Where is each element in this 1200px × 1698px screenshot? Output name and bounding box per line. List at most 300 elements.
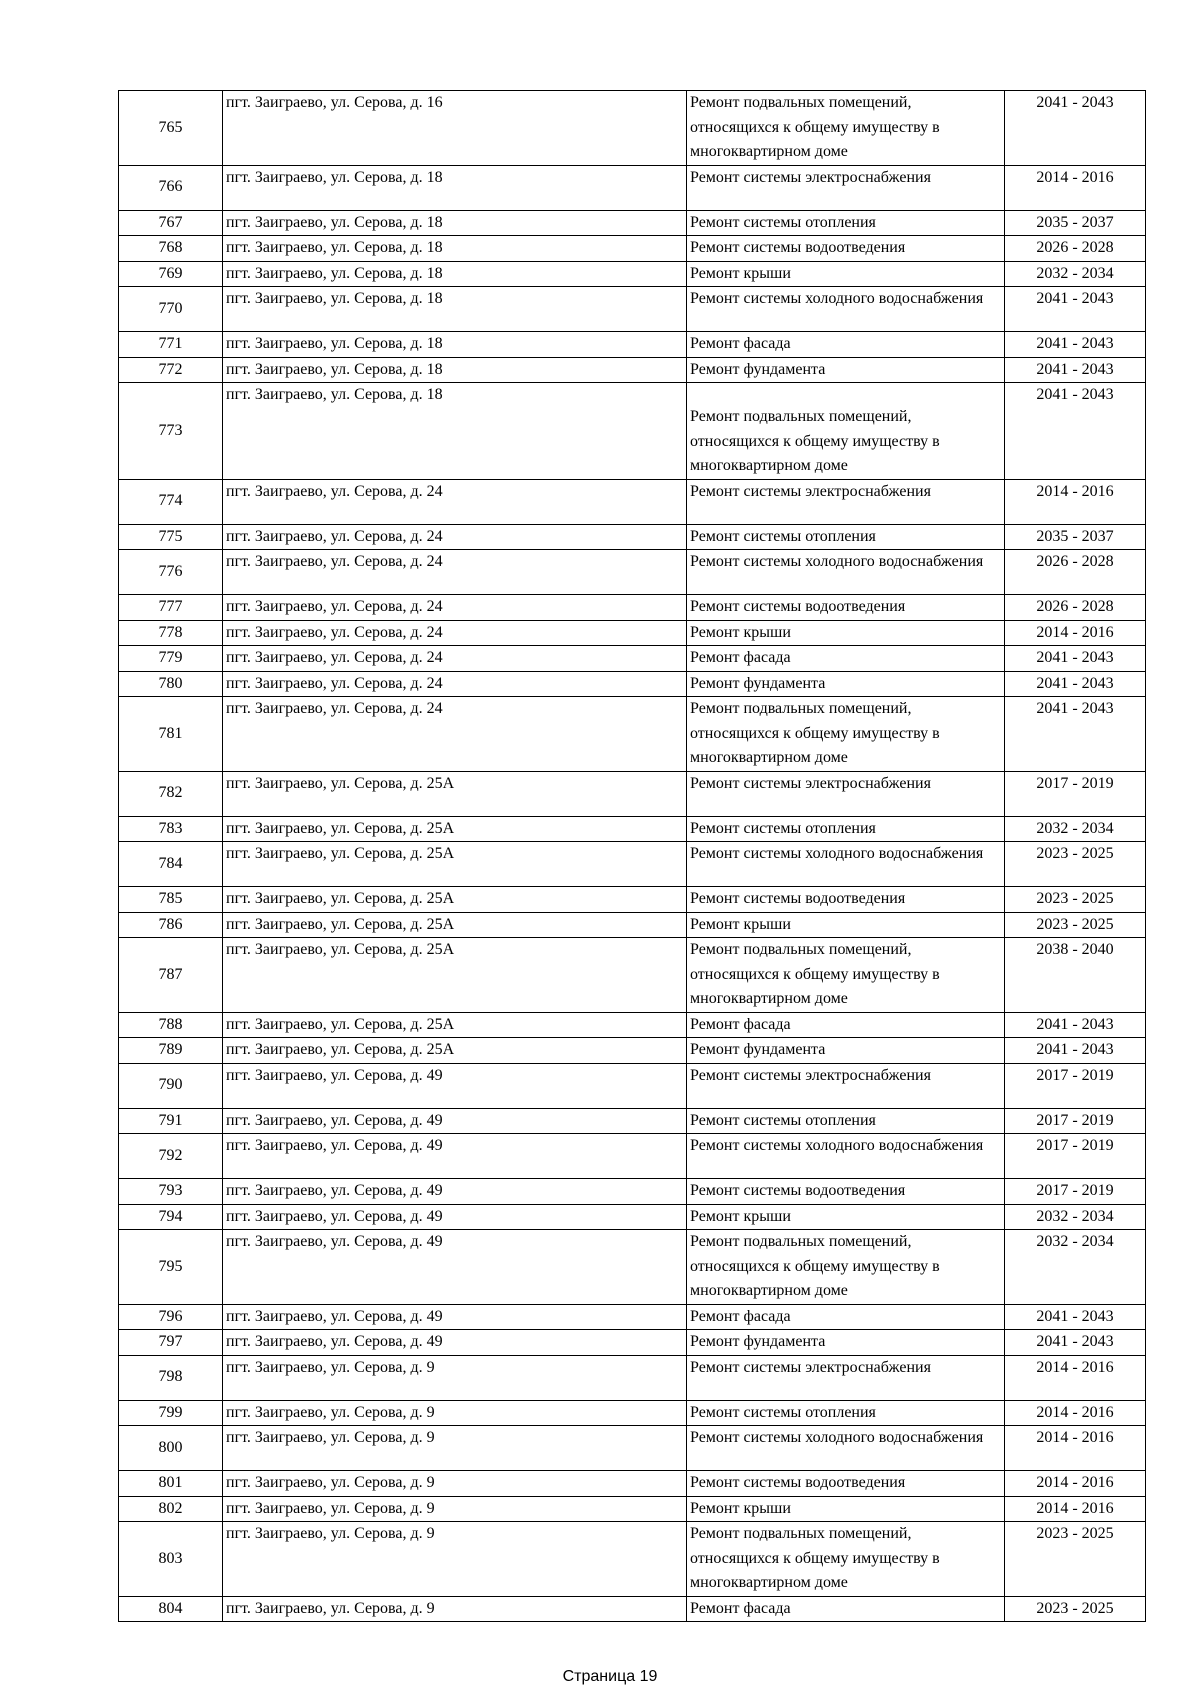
row-number	[119, 1471, 223, 1497]
address-cell-text: пгт. Заиграево, ул. Серова, д. 25А	[226, 1041, 455, 1058]
work-type-cell	[687, 479, 1005, 524]
work-type-cell	[687, 287, 1005, 332]
row-number	[119, 671, 223, 697]
address-cell-text: пгт. Заиграево, ул. Серова, д. 49	[226, 1207, 443, 1225]
address-cell	[223, 1330, 687, 1356]
period-cell	[1005, 771, 1146, 816]
work-type-cell-text: Ремонт фасада	[690, 335, 791, 352]
work-type-cell	[687, 912, 1005, 938]
period-cell-text: 2014 - 2016	[1036, 1474, 1114, 1491]
period-cell-text: 2041 - 2043	[1036, 1333, 1114, 1350]
table-row	[119, 771, 1146, 816]
period-cell	[1005, 842, 1146, 887]
row-number-text: 772	[158, 360, 183, 378]
table-row	[119, 1400, 1146, 1426]
work-type-cell-text: Ремонт подвальных помещений, относящихся к общему имуществу в многоквартирном доме	[690, 700, 940, 766]
period-cell	[1005, 1355, 1146, 1400]
table-row	[119, 236, 1146, 262]
work-type-cell-text: Ремонт крыши	[690, 623, 791, 641]
work-type-cell	[687, 1063, 1005, 1108]
address-cell-text: пгт. Заиграево, ул. Серова, д. 9	[226, 1525, 435, 1542]
address-cell-text: пгт. Заиграево, ул. Серова, д. 24	[226, 527, 443, 545]
work-type-cell	[687, 646, 1005, 672]
work-type-cell	[687, 1134, 1005, 1179]
address-cell-text: пгт. Заиграево, ул. Серова, д. 24	[226, 598, 443, 615]
row-number-text: 766	[158, 178, 183, 196]
row-number	[119, 1304, 223, 1330]
table-row	[119, 550, 1146, 595]
work-type-cell	[687, 1230, 1005, 1305]
period-cell	[1005, 1063, 1146, 1108]
table-row	[119, 287, 1146, 332]
period-cell	[1005, 620, 1146, 646]
period-cell	[1005, 332, 1146, 358]
work-type-cell-text: Ремонт системы электроснабжения	[690, 482, 931, 500]
period-cell-text: 2014 - 2016	[1036, 623, 1114, 641]
row-number	[119, 912, 223, 938]
address-cell	[223, 816, 687, 842]
period-cell	[1005, 1304, 1146, 1330]
address-cell-text: пгт. Заиграево, ул. Серова, д. 9	[226, 1403, 435, 1421]
period-cell	[1005, 1134, 1146, 1179]
period-cell	[1005, 1038, 1146, 1064]
table-row	[119, 938, 1146, 1013]
row-number-text: 794	[158, 1207, 183, 1225]
table-row	[119, 646, 1146, 672]
row-number	[119, 287, 223, 332]
period-cell	[1005, 210, 1146, 236]
address-cell	[223, 1038, 687, 1064]
work-type-cell-text: Ремонт системы электроснабжения	[690, 168, 931, 186]
row-number-text: 770	[158, 299, 183, 317]
work-type-cell-text: Ремонт подвальных помещений, относящихся к общему имуществу в многоквартирном доме	[690, 941, 940, 1007]
row-number-text: 790	[158, 1076, 183, 1094]
work-type-cell-text: Ремонт фасада	[690, 1015, 791, 1033]
row-number	[119, 1426, 223, 1471]
row-number-text: 795	[158, 1257, 183, 1275]
row-number	[119, 1134, 223, 1179]
address-cell-text: пгт. Заиграево, ул. Серова, д. 49	[226, 1182, 443, 1199]
address-cell-text: пгт. Заиграево, ул. Серова, д. 25А	[226, 819, 455, 837]
work-type-cell	[687, 524, 1005, 550]
row-number-text: 798	[158, 1368, 183, 1386]
address-cell-text: пгт. Заиграево, ул. Серова, д. 18	[226, 168, 443, 186]
period-cell-text: 2017 - 2019	[1036, 1066, 1114, 1084]
table-row	[119, 1179, 1146, 1205]
row-number	[119, 357, 223, 383]
row-number	[119, 771, 223, 816]
period-cell	[1005, 550, 1146, 595]
table-row	[119, 357, 1146, 383]
period-cell	[1005, 595, 1146, 621]
row-number-text: 774	[158, 492, 183, 510]
table-row	[119, 332, 1146, 358]
row-number	[119, 1330, 223, 1356]
work-type-cell-text: Ремонт крыши	[690, 915, 791, 933]
work-type-cell	[687, 91, 1005, 166]
period-cell-text: 2023 - 2025	[1036, 1525, 1114, 1542]
period-cell	[1005, 1522, 1146, 1597]
row-number	[119, 550, 223, 595]
row-number-text: 803	[158, 1549, 183, 1567]
row-number-text: 800	[158, 1438, 183, 1456]
address-cell	[223, 1204, 687, 1230]
address-cell	[223, 165, 687, 210]
address-cell-text: пгт. Заиграево, ул. Серова, д. 18	[226, 335, 443, 352]
address-cell	[223, 1230, 687, 1305]
address-cell	[223, 261, 687, 287]
table-row	[119, 524, 1146, 550]
table-row	[119, 595, 1146, 621]
period-cell	[1005, 1230, 1146, 1305]
address-cell-text: пгт. Заиграево, ул. Серова, д. 9	[226, 1358, 435, 1376]
row-number	[119, 332, 223, 358]
table-row	[119, 1304, 1146, 1330]
period-cell	[1005, 479, 1146, 524]
row-number	[119, 165, 223, 210]
row-number-text: 776	[158, 562, 183, 580]
period-cell	[1005, 1400, 1146, 1426]
address-cell	[223, 887, 687, 913]
address-cell-text: пгт. Заиграево, ул. Серова, д. 18	[226, 360, 443, 378]
row-number-text: 769	[158, 264, 183, 282]
address-cell-text: пгт. Заиграево, ул. Серова, д. 18	[226, 290, 443, 307]
table-row	[119, 1355, 1146, 1400]
work-type-cell	[687, 1108, 1005, 1134]
work-type-cell-text: Ремонт системы отопления	[690, 819, 876, 837]
address-cell	[223, 1471, 687, 1497]
period-cell	[1005, 697, 1146, 772]
period-cell-text: 2041 - 2043	[1036, 360, 1114, 378]
address-cell-text: пгт. Заиграево, ул. Серова, д. 24	[226, 482, 443, 500]
row-number	[119, 261, 223, 287]
row-number-text: 780	[158, 674, 183, 692]
period-cell	[1005, 1426, 1146, 1471]
row-number	[119, 1496, 223, 1522]
period-cell-text: 2038 - 2040	[1036, 941, 1114, 958]
table-row	[119, 887, 1146, 913]
work-type-cell	[687, 165, 1005, 210]
address-cell-text: пгт. Заиграево, ул. Серова, д. 25А	[226, 1015, 455, 1033]
period-cell	[1005, 912, 1146, 938]
row-number	[119, 210, 223, 236]
address-cell-text: пгт. Заиграево, ул. Серова, д. 25А	[226, 845, 455, 862]
period-cell-text: 2023 - 2025	[1036, 1599, 1114, 1617]
work-type-cell-text: Ремонт системы водоотведения	[690, 1182, 906, 1199]
table-row	[119, 1471, 1146, 1497]
work-type-cell	[687, 1596, 1005, 1622]
work-type-cell	[687, 938, 1005, 1013]
work-type-cell-text: Ремонт системы отопления	[690, 527, 876, 545]
row-number-text: 773	[158, 421, 183, 439]
period-cell-text: 2014 - 2016	[1036, 1358, 1114, 1376]
period-cell	[1005, 236, 1146, 262]
address-cell	[223, 620, 687, 646]
work-type-cell	[687, 236, 1005, 262]
row-number	[119, 1204, 223, 1230]
row-number	[119, 1230, 223, 1305]
row-number	[119, 1038, 223, 1064]
period-cell-text: 2017 - 2019	[1036, 1182, 1114, 1199]
address-cell-text: пгт. Заиграево, ул. Серова, д. 49	[226, 1333, 443, 1350]
address-cell	[223, 1012, 687, 1038]
work-type-cell-text: Ремонт системы отопления	[690, 1111, 876, 1129]
row-number	[119, 479, 223, 524]
period-cell	[1005, 165, 1146, 210]
address-cell	[223, 287, 687, 332]
table-row	[119, 1012, 1146, 1038]
row-number-text: 796	[158, 1307, 183, 1325]
table-row	[119, 912, 1146, 938]
period-cell-text: 2023 - 2025	[1036, 845, 1114, 862]
row-number	[119, 236, 223, 262]
work-type-cell-text: Ремонт фасада	[690, 1307, 791, 1325]
period-cell-text: 2014 - 2016	[1036, 1403, 1114, 1421]
period-cell-text: 2032 - 2034	[1036, 1233, 1114, 1250]
period-cell-text: 2023 - 2025	[1036, 890, 1114, 907]
row-number	[119, 383, 223, 480]
row-number-text: 804	[158, 1599, 183, 1617]
period-cell	[1005, 91, 1146, 166]
address-cell	[223, 1063, 687, 1108]
work-type-cell	[687, 816, 1005, 842]
address-cell-text: пгт. Заиграево, ул. Серова, д. 16	[226, 94, 443, 111]
work-type-cell	[687, 332, 1005, 358]
row-number-text: 784	[158, 854, 183, 872]
period-cell-text: 2026 - 2028	[1036, 239, 1114, 256]
table-row	[119, 1230, 1146, 1305]
period-cell-text: 2041 - 2043	[1036, 700, 1114, 717]
period-cell-text: 2026 - 2028	[1036, 553, 1114, 570]
row-number	[119, 842, 223, 887]
period-cell-text: 2026 - 2028	[1036, 598, 1114, 615]
address-cell	[223, 236, 687, 262]
work-type-cell-text: Ремонт фасада	[690, 1599, 791, 1617]
table-row	[119, 671, 1146, 697]
row-number-text: 781	[158, 724, 183, 742]
period-cell	[1005, 1496, 1146, 1522]
row-number-text: 799	[158, 1403, 183, 1421]
address-cell	[223, 938, 687, 1013]
address-cell	[223, 479, 687, 524]
period-cell-text: 2041 - 2043	[1036, 649, 1114, 666]
row-number	[119, 1596, 223, 1622]
address-cell-text: пгт. Заиграево, ул. Серова, д. 24	[226, 649, 443, 666]
period-cell	[1005, 938, 1146, 1013]
work-type-cell-text: Ремонт системы отопления	[690, 213, 876, 231]
table-row	[119, 1426, 1146, 1471]
work-type-cell	[687, 210, 1005, 236]
period-cell-text: 2041 - 2043	[1036, 1041, 1114, 1058]
work-type-cell-text: Ремонт фасада	[690, 649, 791, 666]
address-cell	[223, 1355, 687, 1400]
address-cell-text: пгт. Заиграево, ул. Серова, д. 49	[226, 1066, 443, 1084]
address-cell	[223, 383, 687, 480]
table-row	[119, 842, 1146, 887]
period-cell-text: 2041 - 2043	[1036, 1307, 1114, 1325]
address-cell-text: пгт. Заиграево, ул. Серова, д. 24	[226, 553, 443, 570]
period-cell-text: 2032 - 2034	[1036, 264, 1114, 282]
repair-schedule-body	[119, 91, 1146, 1622]
address-cell	[223, 1400, 687, 1426]
row-number	[119, 1108, 223, 1134]
address-cell-text: пгт. Заиграево, ул. Серова, д. 25А	[226, 915, 455, 933]
table-row	[119, 1522, 1146, 1597]
period-cell	[1005, 1179, 1146, 1205]
work-type-cell-text: Ремонт подвальных помещений, относящихся к общему имуществу в многоквартирном доме	[690, 1525, 940, 1591]
work-type-cell-text: Ремонт системы водоотведения	[690, 598, 906, 615]
table-row	[119, 1063, 1146, 1108]
row-number-text: 801	[158, 1474, 183, 1491]
work-type-cell	[687, 261, 1005, 287]
work-type-cell-text: Ремонт системы водоотведения	[690, 239, 906, 256]
period-cell-text: 2017 - 2019	[1036, 1111, 1114, 1129]
work-type-cell-text: Ремонт системы водоотведения	[690, 890, 906, 907]
repair-schedule-table	[118, 90, 1146, 1622]
period-cell-text: 2014 - 2016	[1036, 1499, 1114, 1517]
work-type-cell-text: Ремонт системы электроснабжения	[690, 1358, 931, 1376]
work-type-cell	[687, 887, 1005, 913]
table-row	[119, 210, 1146, 236]
period-cell-text: 2041 - 2043	[1036, 674, 1114, 692]
table-row	[119, 1330, 1146, 1356]
address-cell	[223, 912, 687, 938]
table-row	[119, 1038, 1146, 1064]
row-number	[119, 1355, 223, 1400]
address-cell-text: пгт. Заиграево, ул. Серова, д. 9	[226, 1474, 435, 1491]
row-number-text: 787	[158, 965, 183, 983]
work-type-cell-text: Ремонт фундамента	[690, 1333, 826, 1350]
work-type-cell-text: Ремонт системы холодного водоснабжения	[690, 845, 984, 862]
table-row	[119, 1134, 1146, 1179]
table-row	[119, 1496, 1146, 1522]
period-cell	[1005, 261, 1146, 287]
row-number-text: 782	[158, 784, 183, 802]
work-type-cell	[687, 671, 1005, 697]
row-number	[119, 887, 223, 913]
address-cell-text: пгт. Заиграево, ул. Серова, д. 9	[226, 1429, 435, 1446]
period-cell-text: 2032 - 2034	[1036, 1207, 1114, 1225]
work-type-cell	[687, 771, 1005, 816]
work-type-cell	[687, 1496, 1005, 1522]
row-number-text: 783	[158, 819, 183, 837]
period-cell	[1005, 1108, 1146, 1134]
address-cell	[223, 771, 687, 816]
row-number-text: 767	[158, 213, 183, 231]
table-row	[119, 816, 1146, 842]
address-cell	[223, 91, 687, 166]
work-type-cell-text: Ремонт системы холодного водоснабжения	[690, 290, 984, 307]
row-number	[119, 697, 223, 772]
address-cell-text: пгт. Заиграево, ул. Серова, д. 9	[226, 1499, 435, 1517]
address-cell	[223, 332, 687, 358]
table-row	[119, 261, 1146, 287]
address-cell-text: пгт. Заиграево, ул. Серова, д. 25А	[226, 774, 455, 792]
row-number	[119, 938, 223, 1013]
period-cell	[1005, 1012, 1146, 1038]
address-cell	[223, 357, 687, 383]
table-row	[119, 697, 1146, 772]
work-type-cell	[687, 697, 1005, 772]
row-number	[119, 1012, 223, 1038]
work-type-cell	[687, 1426, 1005, 1471]
table-row	[119, 91, 1146, 166]
period-cell-text: 2041 - 2043	[1036, 386, 1114, 403]
address-cell-text: пгт. Заиграево, ул. Серова, д. 18	[226, 213, 443, 231]
work-type-cell	[687, 1522, 1005, 1597]
address-cell	[223, 524, 687, 550]
row-number-text: 788	[158, 1015, 183, 1033]
address-cell	[223, 1304, 687, 1330]
address-cell	[223, 595, 687, 621]
period-cell-text: 2041 - 2043	[1036, 1015, 1114, 1033]
address-cell-text: пгт. Заиграево, ул. Серова, д. 25А	[226, 890, 455, 907]
row-number-text: 765	[158, 118, 183, 136]
work-type-cell-text: Ремонт системы водоотведения	[690, 1474, 906, 1491]
work-type-cell	[687, 1330, 1005, 1356]
work-type-cell-text: Ремонт подвальных помещений, относящихся к общему имуществу в многоквартирном доме	[690, 94, 940, 160]
work-type-cell	[687, 1304, 1005, 1330]
period-cell	[1005, 671, 1146, 697]
row-number-text: 777	[158, 598, 183, 615]
period-cell	[1005, 287, 1146, 332]
work-type-cell	[687, 595, 1005, 621]
address-cell	[223, 697, 687, 772]
address-cell	[223, 1134, 687, 1179]
address-cell	[223, 842, 687, 887]
address-cell	[223, 1179, 687, 1205]
work-type-cell-text: Ремонт системы электроснабжения	[690, 1066, 931, 1084]
work-type-cell	[687, 1038, 1005, 1064]
work-type-cell-text: Ремонт крыши	[690, 1499, 791, 1517]
row-number	[119, 1400, 223, 1426]
address-cell-text: пгт. Заиграево, ул. Серова, д. 24	[226, 623, 443, 641]
row-number-text: 778	[158, 623, 183, 641]
row-number-text: 779	[158, 649, 183, 666]
period-cell-text: 2017 - 2019	[1036, 774, 1114, 792]
address-cell-text: пгт. Заиграево, ул. Серова, д. 49	[226, 1307, 443, 1325]
address-cell-text: пгт. Заиграево, ул. Серова, д. 24	[226, 674, 443, 692]
work-type-cell-text: Ремонт подвальных помещений, относящихся к общему имуществу в многоквартирном доме	[690, 1233, 940, 1299]
work-type-cell-text: Ремонт фундамента	[690, 1041, 826, 1058]
work-type-cell	[687, 1471, 1005, 1497]
address-cell-text: пгт. Заиграево, ул. Серова, д. 25А	[226, 941, 455, 958]
work-type-cell	[687, 1012, 1005, 1038]
row-number-text: 791	[158, 1111, 183, 1129]
period-cell	[1005, 816, 1146, 842]
row-number-text: 793	[158, 1182, 183, 1199]
work-type-cell	[687, 1179, 1005, 1205]
work-type-cell-text: Ремонт крыши	[690, 1207, 791, 1225]
address-cell-text: пгт. Заиграево, ул. Серова, д. 18	[226, 264, 443, 282]
row-number-text: 789	[158, 1041, 183, 1058]
row-number-text: 792	[158, 1146, 183, 1164]
period-cell-text: 2017 - 2019	[1036, 1137, 1114, 1154]
work-type-cell-text: Ремонт системы холодного водоснабжения	[690, 553, 984, 570]
row-number-text: 797	[158, 1333, 183, 1350]
row-number	[119, 646, 223, 672]
period-cell	[1005, 1596, 1146, 1622]
work-type-cell-text: Ремонт системы отопления	[690, 1403, 876, 1421]
address-cell	[223, 1596, 687, 1622]
period-cell	[1005, 1204, 1146, 1230]
row-number-text: 775	[158, 527, 183, 545]
table-row	[119, 1108, 1146, 1134]
address-cell-text: пгт. Заиграево, ул. Серова, д. 49	[226, 1137, 443, 1154]
row-number-text: 768	[158, 239, 183, 256]
row-number	[119, 1063, 223, 1108]
address-cell	[223, 1496, 687, 1522]
